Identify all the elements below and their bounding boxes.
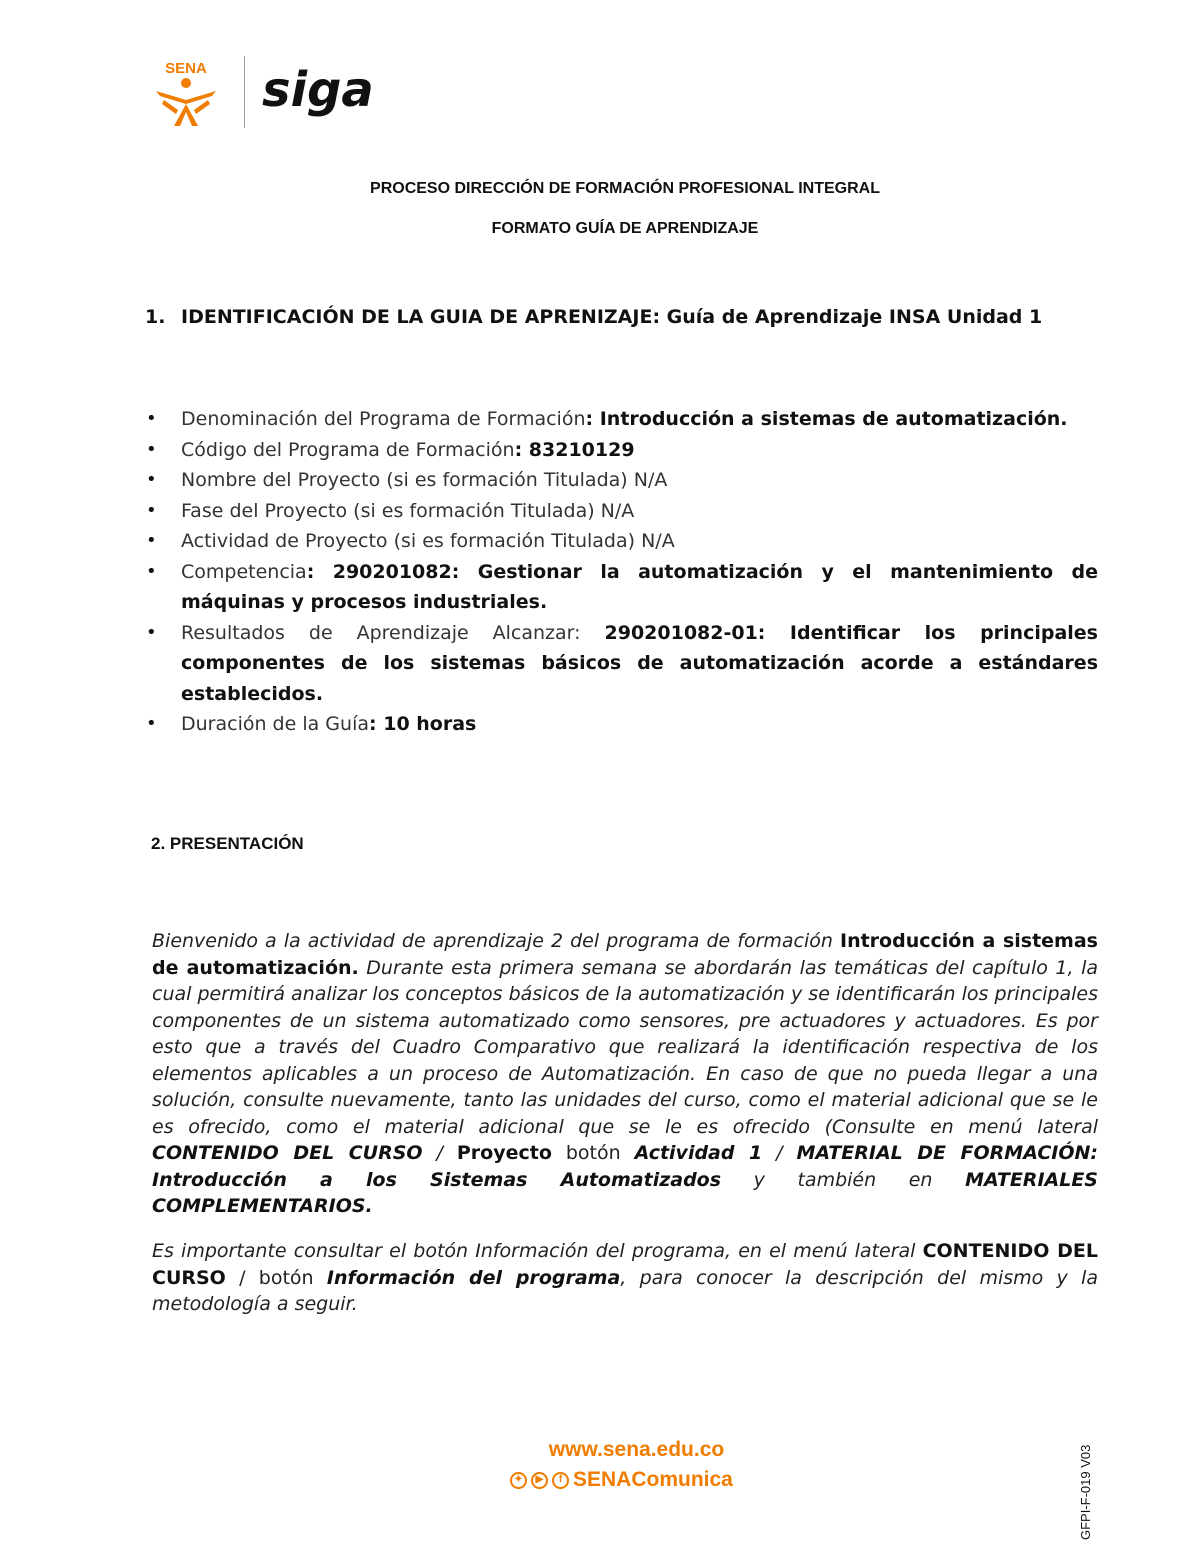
format-title: FORMATO GUÍA DE APRENDIZAJE [491,220,759,237]
form-code: GFPI-F-019 V03 [1078,1444,1093,1540]
program-info-paragraph: Es importante consultar el botón Información del programa, en el menú lateral CONTENIDO DEL CURSO / botón Información del programa, para conocer la descripción del mismo y la metodología a seguir. [152,1240,1098,1315]
section-1-heading [145,306,1125,328]
list-item: • Resultados de Aprendizaje Alcanzar: 290201082-01: Identificar los principales componentes de los sistemas básicos de automatización acorde a estándares establecidos. [146,621,1098,705]
section-title: IDENTIFICACIÓN DE LA GUIA DE APRENIZAJE: Guía de Aprendizaje INSA Unidad 1 [181,306,1043,328]
sena-logo [150,58,222,130]
list-item: • Fase del Proyecto (si es formación Titulada) N/A [146,499,635,522]
list-item: • Actividad de Proyecto (si es formación Titulada) N/A [146,530,675,552]
process-title: PROCESO DIRECCIÓN DE FORMACIÓN PROFESIONAL INTEGRAL [370,180,880,197]
svg-text:SENA: SENA [165,60,207,77]
facebook-icon[interactable]: f [552,1472,569,1489]
program-facts-list [146,404,1098,740]
logo-divider [244,56,245,128]
list-item: • Competencia: 290201082: Gestionar la automatización y el mantenimiento de máquinas y procesos industriales. [146,560,1098,613]
website-link[interactable]: www.sena.edu.co [548,1438,725,1461]
svg-text:siga: siga [262,62,374,118]
section-2-heading: 2. PRESENTACIÓN [151,834,304,853]
twitter-icon[interactable]: ✦ [510,1472,527,1489]
siga-logo [260,54,380,126]
presentation-paragraph: Bienvenido a la actividad de aprendizaje 2 del programa de formación Introducción a sistemas de automatización. Durante esta primera semana se abordarán las temáticas del capítulo 1, la cual permitirá analizar los conceptos básicos de la automatización y se identificarán los principales componentes de un sistema automatizado como sensores, pre actuadores y actuadores. Es por esto que a través del Cuadro Comparativo que realizará la identificación respectiva de los elementos aplicables a un proceso de Automatización. En caso de que no pueda llegar a una solución, consulte nuevamente, tanto las unidades del curso, como el material adicional que se le es ofrecido, como el material adicional que se le es ofrecido (Consulte en menú lateral CONTENIDO DEL CURSO / Proyecto botón Actividad 1 / MATERIAL DE FORMACIÓN: Introducción a los Sistemas Automatizados y también en MATERIALES COMPLEMENTARIOS. [152,930,1098,1217]
list-item: • Código del Programa de Formación: 83210129 [146,438,635,461]
list-item: • Nombre del Proyecto (si es formación Titulada) N/A [146,469,668,491]
social-handle: SENAComunica [573,1468,733,1491]
section-number: 1. [145,306,166,328]
youtube-icon[interactable]: ▶ [531,1472,548,1489]
list-item: • Denominación del Programa de Formación: Introducción a sistemas de automatización. [146,408,1068,430]
list-item: • Duración de la Guía: 10 horas [146,713,477,735]
social-row [510,1465,733,1495]
